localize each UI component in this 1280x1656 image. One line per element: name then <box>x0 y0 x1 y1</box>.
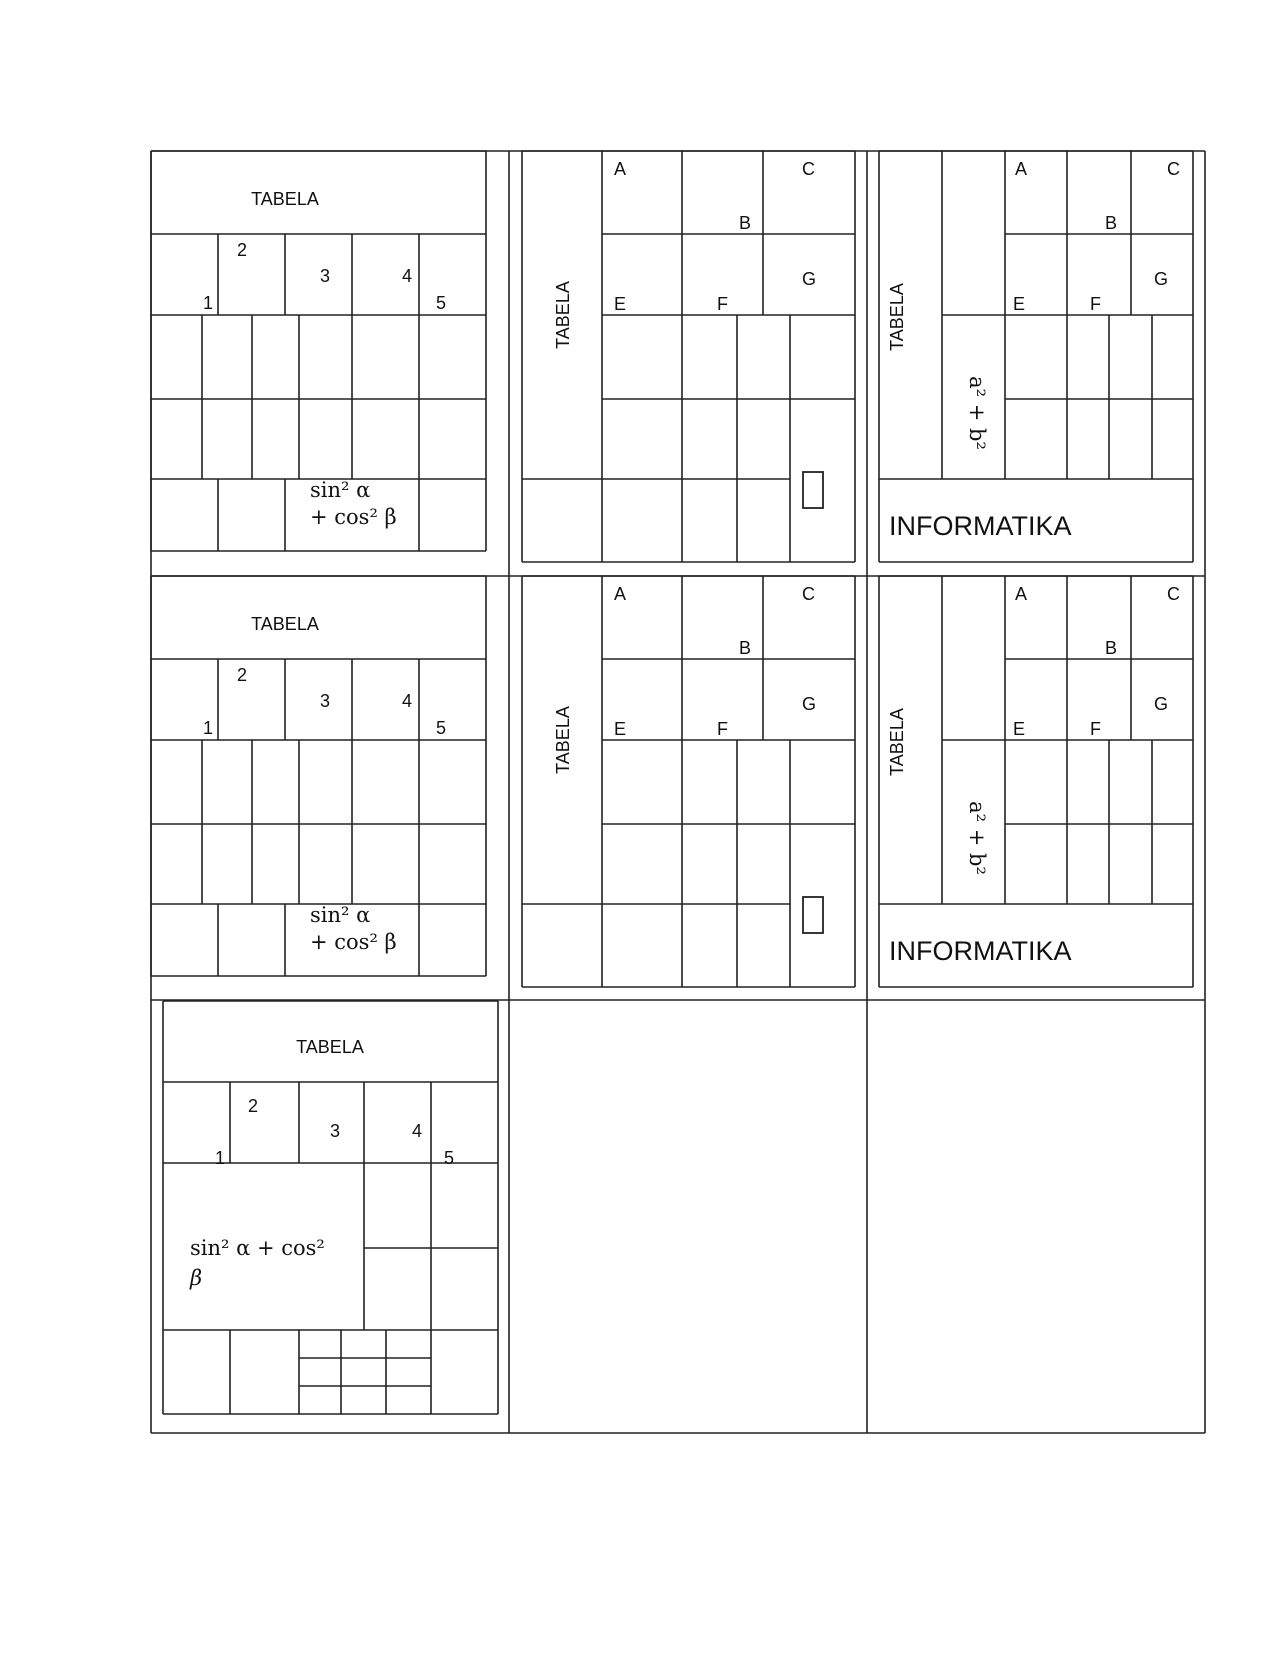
letter-e: E <box>1013 294 1026 314</box>
column-number-2: 2 <box>237 665 248 685</box>
letter-c: C <box>802 584 815 604</box>
table-title: TABELA <box>251 189 319 209</box>
formula-line-2: + cos² β <box>310 930 397 954</box>
letter-f: F <box>1090 719 1101 739</box>
letter-c: C <box>1167 584 1180 604</box>
letter-g: G <box>802 269 817 289</box>
letter-g: G <box>802 694 817 714</box>
column-number-1: 1 <box>203 293 214 313</box>
table-title-vertical: TABELA <box>553 706 573 774</box>
table-title-vertical: TABELA <box>553 281 573 349</box>
letter-b: B <box>739 213 752 233</box>
table-title-vertical: TABELA <box>887 283 907 351</box>
column-number-5: 5 <box>436 293 447 313</box>
letter-b: B <box>1105 638 1118 658</box>
column-number-5: 5 <box>436 718 447 738</box>
letter-a: A <box>614 584 627 604</box>
table-texts <box>189 159 1180 1290</box>
letter-g: G <box>1154 694 1169 714</box>
table-title-vertical: TABELA <box>887 708 907 776</box>
letter-e: E <box>614 294 627 314</box>
letter-a: A <box>1015 159 1028 179</box>
column-number-4: 4 <box>402 691 413 711</box>
letter-e: E <box>1013 719 1026 739</box>
letter-a: A <box>614 159 627 179</box>
column-number-3: 3 <box>330 1121 341 1141</box>
column-number-4: 4 <box>412 1121 423 1141</box>
letter-a: A <box>1015 584 1028 604</box>
letter-b: B <box>1105 213 1118 233</box>
letter-f: F <box>717 294 728 314</box>
letter-g: G <box>1154 269 1169 289</box>
letter-f: F <box>1090 294 1101 314</box>
informatika-label: INFORMATIKA <box>889 936 1072 966</box>
missing-glyph-icon <box>803 472 823 508</box>
missing-glyph-icon <box>803 897 823 933</box>
column-number-2: 2 <box>237 240 248 260</box>
formula-line-1: sin² α <box>310 478 371 502</box>
column-number-5: 5 <box>444 1148 455 1168</box>
letter-f: F <box>717 719 728 739</box>
column-number-1: 1 <box>215 1148 226 1168</box>
formula-vertical: a² + b² <box>965 376 989 450</box>
column-number-4: 4 <box>402 266 413 286</box>
column-number-3: 3 <box>320 266 331 286</box>
column-number-1: 1 <box>203 718 214 738</box>
letter-c: C <box>1167 159 1180 179</box>
column-number-2: 2 <box>248 1096 259 1116</box>
formula-vertical: a² + b² <box>965 801 989 875</box>
formula-line-1: sin² α + cos² <box>190 1236 325 1260</box>
table-title: TABELA <box>251 614 319 634</box>
formula-line-2: β <box>190 1266 203 1290</box>
formula-line-1: sin² α <box>310 903 371 927</box>
letter-c: C <box>802 159 815 179</box>
formula-line-2: + cos² β <box>310 505 397 529</box>
table-title: TABELA <box>296 1037 364 1057</box>
informatika-label: INFORMATIKA <box>889 511 1072 541</box>
column-number-3: 3 <box>320 691 331 711</box>
letter-e: E <box>614 719 627 739</box>
letter-b: B <box>739 638 752 658</box>
